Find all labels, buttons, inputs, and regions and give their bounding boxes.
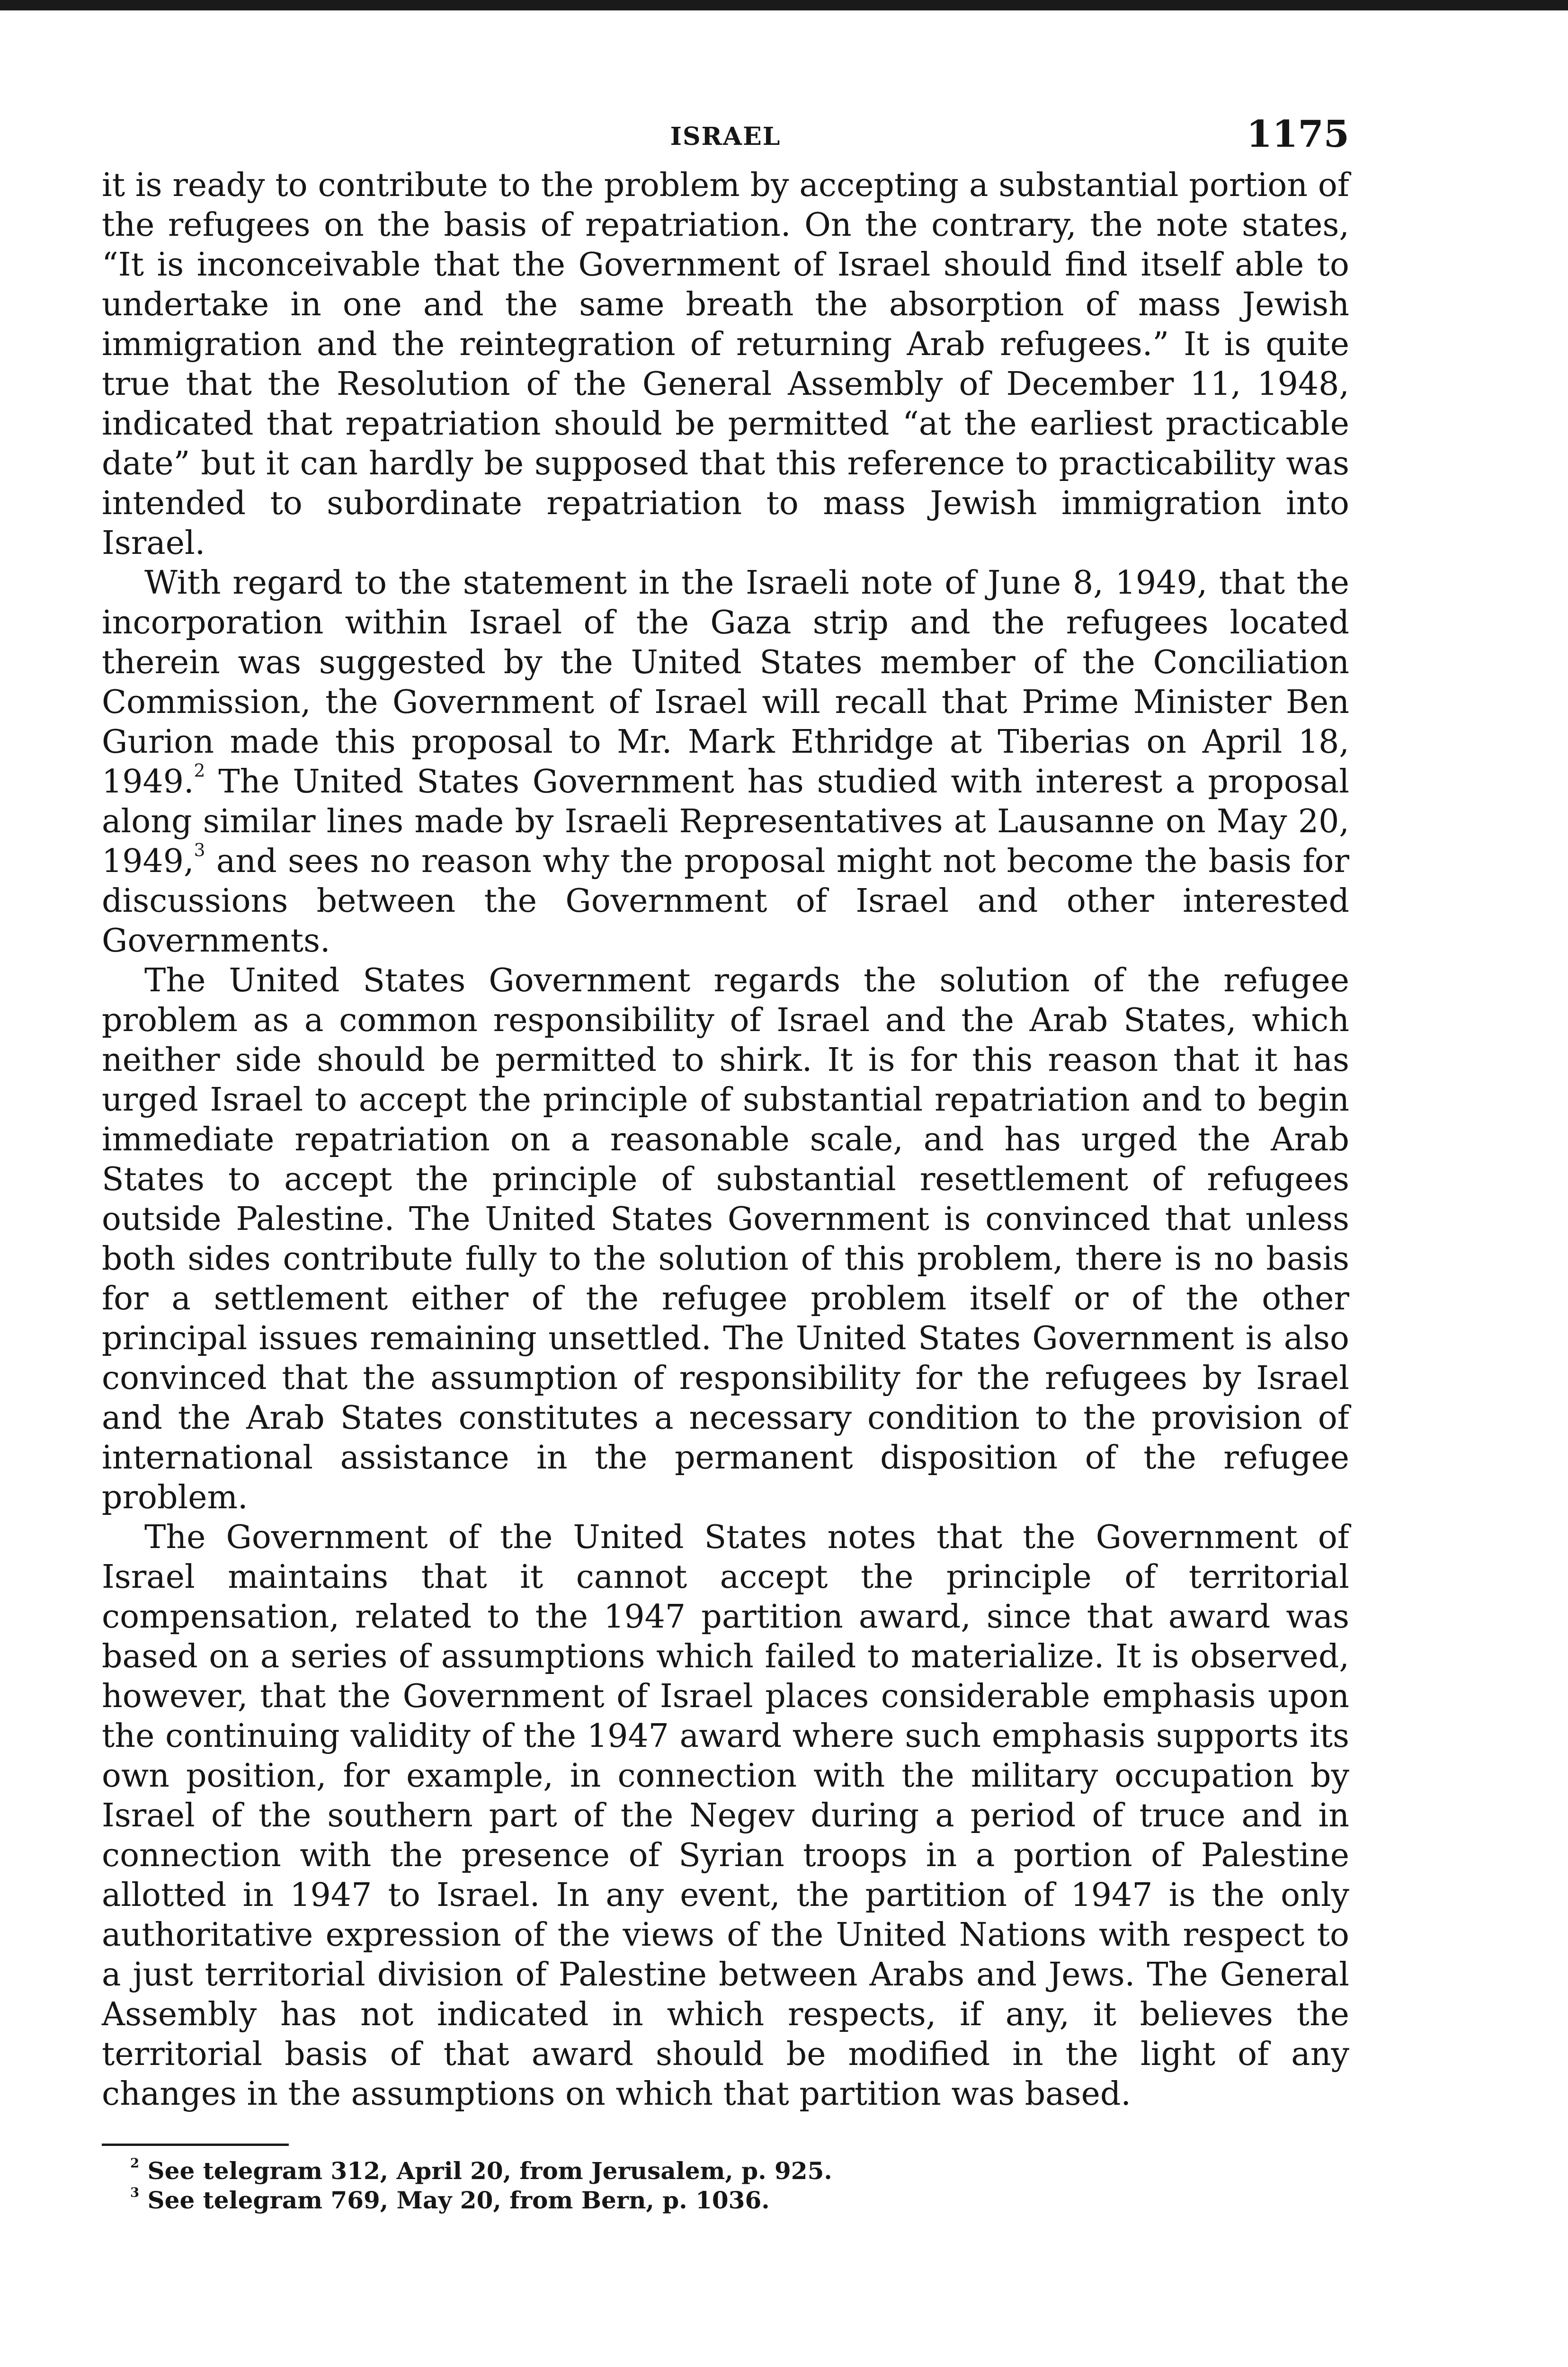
paragraph-gaza-strip — [102, 563, 1349, 961]
running-header — [102, 114, 1349, 166]
page-number: 1175 — [1246, 113, 1349, 156]
footnote-reference: 2 — [194, 760, 205, 781]
footnote-text: See telegram 312, April 20, from Jerusalem, p. 925. — [139, 2157, 832, 2185]
running-title: ISRAEL — [670, 122, 781, 151]
footnote-text: See telegram 769, May 20, from Bern, p. 1036. — [139, 2186, 770, 2214]
paragraph-text: The United States Government has studied with interest a proposal along similar lines made by Israeli Representatives at Lausanne on May 20, 1949, — [102, 763, 1349, 880]
paragraph-text: With regard to the statement in the Israeli note of June 8, 1949, that the incorporation within Israel of the Gaza strip and the refugees located therein was suggested by the United States member of the Conciliation Commission, the Government of Israel will recall that Prime Minister Ben Gurion made this proposal to Mr. Mark Ethridge at Tiberias on April 18, 1949. — [102, 564, 1349, 801]
footnote — [102, 2186, 1349, 2215]
paragraph-text: and sees no reason why the proposal might not become the basis for discussions between the Government of Israel and other interested Governments. — [102, 843, 1349, 960]
footnote — [102, 2156, 1349, 2186]
paragraph-continued: it is ready to contribute to the problem by accepting a substantial portion of the refugees on the basis of repatriation. On the contrary, the note states, “It is inconceivable that the Government of Israel should find itself able to undertake in one and the same breath the absorption of mass Jewish immigration and the reintegration of returning Arab refugees.” It is quite true that the Resolution of the General Assembly of December 11, 1948, indicated that repatriation should be permitted “at the earliest practicable date” but it can hardly be supposed that this reference to practicability was intended to subordinate repatriation to mass Jewish immigration into Israel. — [102, 167, 1349, 562]
footnote-mark: 3 — [130, 2185, 140, 2200]
paragraph-refugee-responsibility: The United States Government regards the solution of the refugee problem as a common responsibility of Israel and the Arab States, which neither side should be permitted to shirk. It is for this reason that it has urged Israel to accept the principle of substantial repatriation and to begin immediate repatriation on a reasonable scale, and has urged the Arab States to accept the principle of substantial resettlement of refugees outside Palestine. The United States Government is convinced that unless both sides contribute fully to the solution of this problem, there is no basis for a settlement either of the refugee problem itself or of the other principal issues remaining unsettled. The United States Government is also convinced that the assumption of responsibility for the refugees by Israel and the Arab States constitutes a necessary condition to the provision of international assistance in the permanent disposition of the refugee problem. — [102, 962, 1349, 1516]
paragraph-territorial-compensation: The Government of the United States notes that the Government of Israel maintains that it cannot accept the principle of territorial compensation, related to the 1947 partition award, since that award was based on a series of assumptions which failed to materialize. It is observed, however, that the Government of Israel places considerable emphasis upon the continuing validity of the 1947 award where such emphasis supports its own position, for example, in connection with the military occupation by Israel of the southern part of the Negev during a period of truce and in connection with the presence of Syrian troops in a portion of Palestine allotted in 1947 to Israel. In any event, the partition of 1947 is the only authoritative expression of the views of the United Nations with respect to a just territorial division of Palestine between Arabs and Jews. The General Assembly has not indicated in which respects, if any, it believes the territorial basis of that award should be modified in the light of any changes in the assumptions on which that partition was based. — [102, 1519, 1349, 2113]
footnote-separator — [102, 2144, 289, 2146]
top-edge-rule — [0, 0, 1568, 10]
footnote-mark: 2 — [130, 2155, 140, 2171]
document-page — [102, 114, 1349, 2215]
footnote-reference: 3 — [194, 839, 205, 861]
